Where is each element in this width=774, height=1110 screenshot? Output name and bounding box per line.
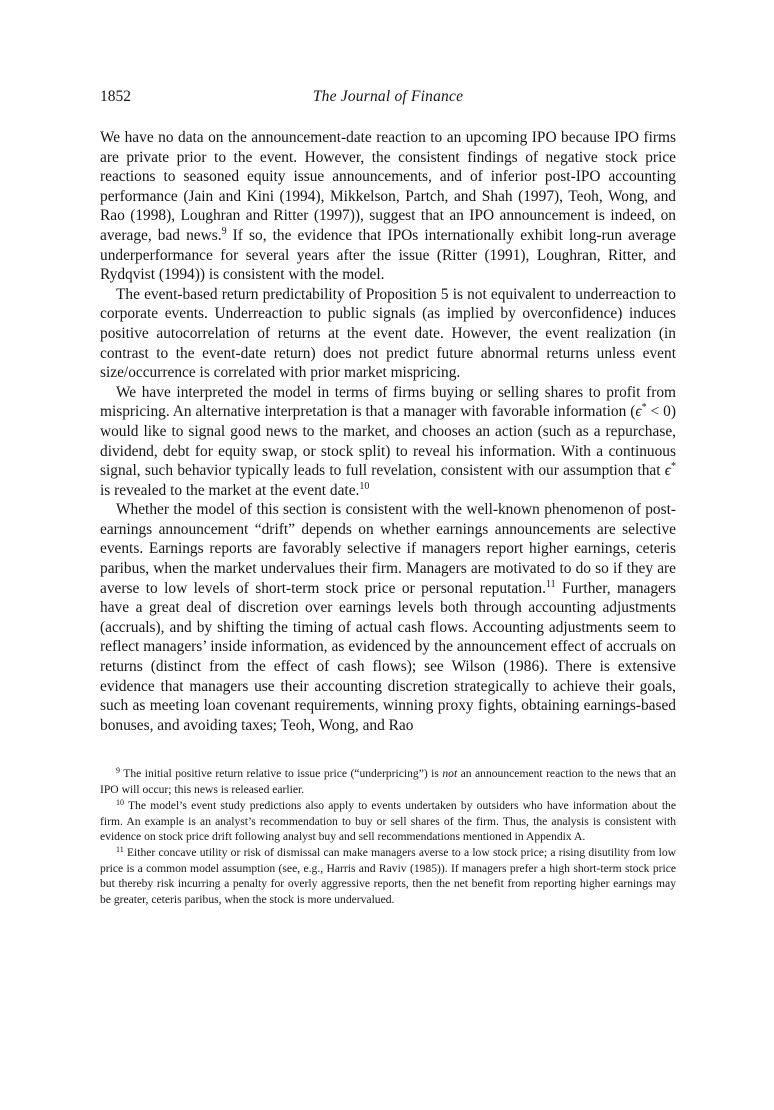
paragraph (100, 285, 676, 383)
footnote-marker: * (641, 402, 647, 414)
footnote-marker: 10 (116, 797, 124, 807)
footnote-marker: 9 (116, 766, 120, 776)
footnote-marker: * (671, 461, 676, 473)
text-run: The event-based return predictability of Proposition 5 is not equivalent to underreaction to corporate events. Underreaction to public signals (as implied by overconfidence) induces positive autocorrelation of returns at the event date. However, the event realization (in contrast to the event-date return) does not predict future abnormal returns unless event size/occurrence is correlated with prior market mispricing. (100, 285, 676, 382)
footnotes (100, 766, 676, 907)
footnote (100, 766, 676, 797)
text-run: Either concave utility or risk of dismissal can make managers averse to a low stock price; a rising disutility from low price is a common model assumption (see, e.g., Harris and Raviv (1985)). If managers prefer a high short-term stock price but thereby risk incurring a penalty for overly aggressive reports, then the net benefit from reporting higher earnings may be greater, ceteris paribus, when the stock is more undervalued. (100, 845, 676, 907)
emphasis-text: not (442, 767, 458, 781)
paragraph (100, 128, 676, 285)
text-run: < 0) would like to signal good news to the market, and chooses an action (such as a repurchase, dividend, debt for equity swap, or stock split) to reveal his information. With a continuous signal, such behavior typically leads to full revelation, consistent with our assumption that (100, 403, 676, 480)
footnote (100, 845, 676, 908)
page-number: 1852 (100, 88, 131, 105)
footnote-marker: 10 (359, 480, 370, 492)
footnote-marker: 11 (116, 844, 124, 854)
paragraph (100, 383, 676, 501)
text-run: Whether the model of this section is consistent with the well-known phenomenon of post-earnings announcement “drift” depends on whether earnings announcements are selective events. Earnings reports are favorably selective if managers report higher earnings, ceteris paribus, when the market undervalues their firm. Managers are motivated to do so if they are averse to low levels of short-term stock price or personal reputation. (100, 501, 676, 597)
text-run: is revealed to the market at the event date. (100, 481, 360, 499)
text-run: The initial positive return relative to issue price (“underpricing”) is (120, 767, 443, 781)
emphasis-text: ϵ (664, 462, 671, 480)
page (100, 86, 676, 908)
paragraph (100, 500, 676, 735)
body-text (100, 128, 676, 735)
text-run: an announcement reaction to the news that an IPO will occur; this news is released earlier. (100, 767, 676, 797)
footnote (100, 798, 676, 845)
journal-title: The Journal of Finance (312, 88, 464, 105)
text-run: If so, the evidence that IPOs internationally exhibit long-run average underperformance for several years after the issue (Ritter (1991), Loughran, Ritter, and Rydqvist (1994)) is consistent with the model. (100, 226, 676, 284)
text-run: Further, managers have a great deal of discretion over earnings levels both through accounting adjustments (accruals), and by shifting the timing of actual cash flows. Accounting adjustments seem to reflect managers’ inside information, as evidenced by the announcement effect of accruals on returns (distinct from the effect of cash flows); see Wilson (1986). There is extensive evidence that managers use their accounting discretion strategically to achieve their goals, such as meeting loan covenant requirements, winning proxy fights, obtaining earnings-based bonuses, and avoiding taxes; Teoh, Wong, and Rao (100, 579, 676, 734)
text-run: We have interpreted the model in terms of firms buying or selling shares to profit from mispricing. An alternative interpretation is that a manager with favorable information ( (100, 383, 676, 421)
emphasis-text: ϵ (635, 403, 642, 421)
text-run: The model’s event study predictions also apply to events undertaken by outsiders who have information about the firm. An example is an analyst’s recommendation to buy or sell shares of the firm. Thus, the analysis is consistent with evidence on stock price drift following analyst buy and sell recommendations mentioned in Appendix A. (100, 798, 676, 844)
text-run: We have no data on the announcement-date reaction to an upcoming IPO because IPO firms are private prior to the event. However, the consistent findings of negative stock price reactions to seasoned equity issue announcements, and of inferior post-IPO accounting performance (Jain and Kini (1994), Mikkelson, Partch, and Shah (1997), Teoh, Wong, and Rao (1998), Loughran and Ritter (1997)), suggest that an IPO announcement is indeed, on average, bad news. (100, 129, 676, 244)
footnote-marker: 9 (221, 225, 227, 237)
running-head (100, 86, 676, 108)
footnote-marker: 11 (545, 578, 556, 590)
